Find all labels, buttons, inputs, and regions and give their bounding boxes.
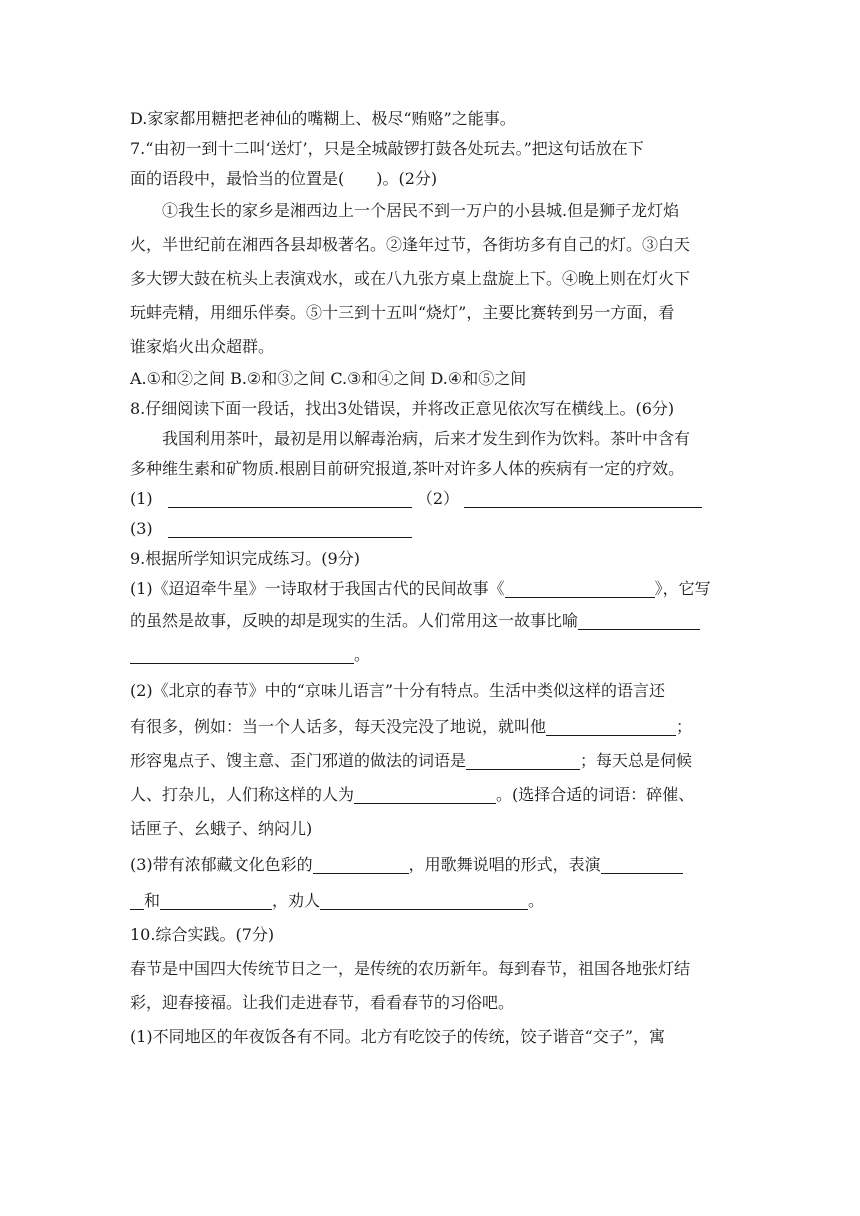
passage-7-line-1: ①我生长的家乡是湘西边上一个居民不到一万户的小县城.但是狮子龙灯焰	[162, 201, 680, 220]
option-d-line: D.家家都用糖把老神仙的嘴糊上、极尽“贿赂”之能事。	[130, 109, 516, 128]
q9-2-blank-1[interactable]	[546, 717, 676, 736]
question-7-line-2: 面的语段中，最恰当的位置是( )。(2分)	[130, 169, 438, 188]
passage-10-line-1: 春节是中国四大传统节日之一，是传统的农历新年。每到春节，祖国各地张灯结	[130, 959, 691, 978]
q9-1-blank-metaphor-a[interactable]	[578, 611, 700, 630]
answer-8-blank-2[interactable]	[464, 489, 702, 508]
q9-3-text-b: ，用歌舞说唱的形式，表演	[408, 855, 601, 874]
q9-1-end: 。	[354, 645, 371, 664]
question-8-line: 8.仔细阅读下面一段话，找出3处错误，并将改正意见依次写在横线上。(6分)	[130, 399, 675, 418]
q9-2-text-c: 形容鬼点子、馊主意、歪门邪道的做法的词语是	[130, 751, 467, 770]
q9-3-text-a: (3)带有浓郁藏文化色彩的	[130, 855, 313, 874]
answer-8-blank-3[interactable]	[168, 519, 412, 538]
q9-2-blank-2[interactable]	[466, 751, 580, 770]
answer-8-label-1: (1)	[130, 489, 153, 508]
question-9-1-row-2	[130, 604, 732, 638]
question-9-2-row-2	[130, 710, 732, 744]
passage-7-line-5: 谁家焰火出众超群。	[130, 337, 275, 356]
answer-8-label-3: (3)	[130, 519, 153, 538]
passage-7-line-3: 多大锣大鼓在杭头上表演戏水，或在八九张方桌上盘旋上下。④晚上则在灯火下	[130, 269, 691, 288]
q9-2-text-b: ；	[676, 717, 693, 736]
question-9-1-row-3	[130, 638, 732, 672]
q9-3-text-c: 和	[144, 891, 161, 910]
question-9-3-row-1	[130, 846, 732, 884]
q9-2-text-d: ；每天总是伺候	[580, 751, 693, 770]
q9-3-blank-3[interactable]	[160, 891, 272, 910]
question-9-2-row-3	[130, 744, 732, 778]
q9-1-blank-metaphor-b[interactable]	[130, 645, 354, 664]
question-9-2-row-5: 话匣子、幺蛾子、纳闷儿)	[130, 819, 313, 838]
passage-10-line-2: 彩，迎春接福。让我们走进春节，看看春节的习俗吧。	[130, 993, 515, 1012]
q9-2-text-e: 人、打杂儿，人们称这样的人为	[130, 785, 355, 804]
q9-2-text-f: 。(选择合适的词语：碎催、	[496, 785, 695, 804]
q9-3-blank-2b[interactable]	[130, 891, 144, 910]
question-9-line: 9.根据所学知识完成练习。(9分)	[130, 549, 360, 568]
answer-8-label-2: （2）	[416, 489, 460, 508]
answer-8-blank-1[interactable]	[168, 489, 412, 508]
q9-3-blank-1[interactable]	[313, 855, 409, 874]
q9-1-blank-story[interactable]	[505, 579, 655, 598]
passage-8-line-1: 我国利用茶叶，最初是用以解毒治病，后来才发生到作为饮料。茶叶中含有	[162, 429, 691, 448]
question-10-1-line: (1)不同地区的年夜饭各有不同。北方有吃饺子的传统，饺子谐音“交子”，寓	[130, 1027, 666, 1046]
question-9-1-row-1	[130, 574, 732, 604]
q9-2-text-a: 有很多，例如：当一个人话多，每天没完没了地说，就叫他	[130, 717, 547, 736]
passage-7-line-4: 玩蚌壳精，用细乐伴奏。⑤十三到十五叫“烧灯”，主要比赛转到另一方面，看	[130, 303, 675, 322]
q9-1-text-c: 的虽然是故事，反映的却是现实的生活。人们常用这一故事比喻	[130, 611, 579, 630]
q9-2-blank-3[interactable]	[354, 785, 496, 804]
q9-1-text-b: 》，它写	[654, 579, 711, 598]
q9-3-blank-4[interactable]	[320, 891, 528, 910]
q9-3-end: 。	[528, 891, 545, 910]
q9-3-blank-2a[interactable]	[601, 855, 683, 874]
question-7-options: A.①和②之间 B.②和③之间 C.③和④之间 D.④和⑤之间	[130, 369, 527, 388]
question-9-2-row-1: (2)《北京的春节》中的“京味儿语言”十分有特点。生活中类似这样的语言还	[130, 681, 666, 700]
question-9-2-row-4	[130, 778, 732, 812]
q9-3-text-d: ，劝人	[272, 891, 321, 910]
passage-7-line-2: 火，半世纪前在湘西各县却极著名。②逢年过节，各街坊多有自己的灯。③白天	[130, 235, 691, 254]
answer-8-row-1	[130, 484, 732, 514]
question-7-line-1: 7.“由初一到十二叫‘送灯’，只是全城敲锣打鼓各处玩去。”把这句话放在下	[130, 139, 644, 158]
document-page	[130, 104, 732, 1054]
question-9-3-row-2	[130, 884, 732, 918]
answer-8-row-2	[130, 514, 732, 544]
q9-1-text-a: (1)《迢迢牵牛星》一诗取材于我国古代的民间故事《	[130, 579, 505, 598]
question-10-line: 10.综合实践。(7分)	[130, 925, 275, 944]
passage-8-line-2: 多种维生素和矿物质.根剧目前研究报道,茶叶对许多人体的疾病有一定的疗效。	[130, 459, 685, 478]
